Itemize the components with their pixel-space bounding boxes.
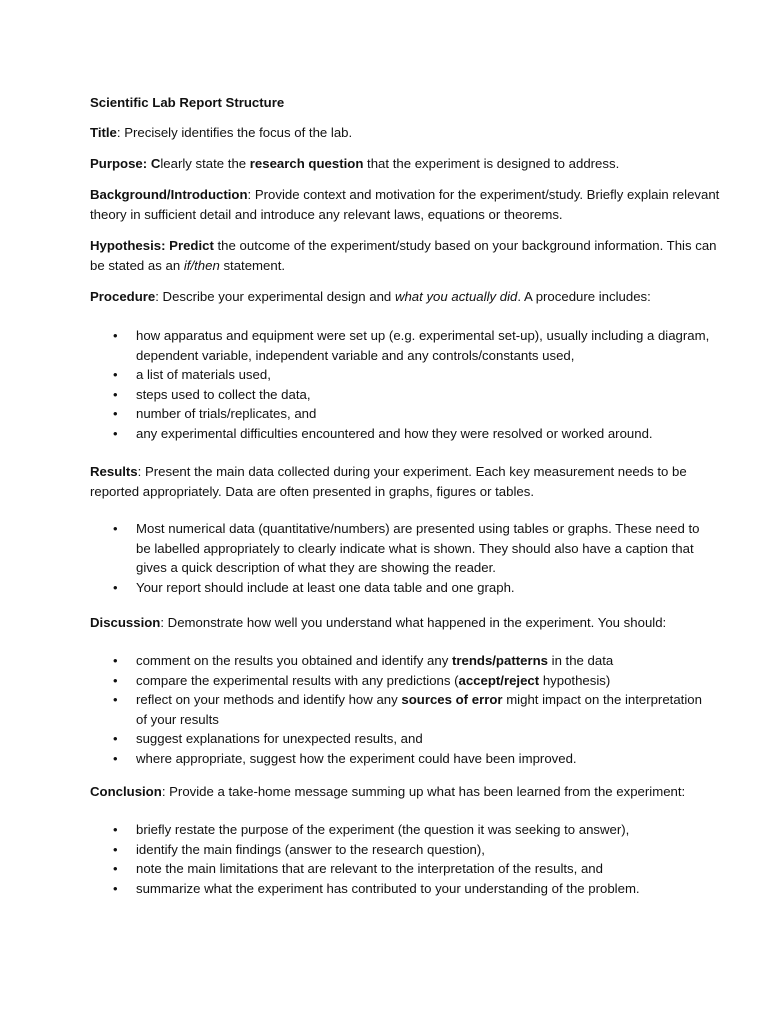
procedure-label: Procedure xyxy=(90,289,156,304)
hypothesis-text-b: statement. xyxy=(219,257,286,273)
procedure-text-b: . A procedure includes: xyxy=(517,289,651,304)
document-title xyxy=(90,93,730,113)
background-section xyxy=(90,185,730,224)
list-item: • steps used to collect the data, xyxy=(90,385,710,405)
list-item: • Most numerical data (quantitative/numbers) are presented using tables or graphs. These need to be labelled appropriately to clearly indicate what is shown. They should also have a caption that gives a quick description of what they are showing the reader. xyxy=(90,519,710,578)
list-item: • Your report should include at least one data table and one graph. xyxy=(90,578,710,598)
procedure-section xyxy=(90,287,730,307)
list-item: • briefly restate the purpose of the experiment (the question it was seeking to answer), xyxy=(90,820,710,840)
purpose-initial: C xyxy=(147,156,161,171)
conclusion-list xyxy=(90,820,710,898)
list-item xyxy=(90,651,710,671)
list-item: • identify the main findings (answer to the research question), xyxy=(90,840,710,860)
conclusion-text: : Provide a take-home message summing up what has been learned from the experiment: xyxy=(161,784,686,799)
hypothesis-label: Hypothesis: xyxy=(90,238,166,253)
list-item: • suggest explanations for unexpected results, and xyxy=(90,729,710,749)
discussion-label: Discussion xyxy=(90,615,161,630)
background-label: Background/Introduction xyxy=(90,187,248,202)
hypothesis-section xyxy=(90,236,730,275)
purpose-text-a: learly state the xyxy=(160,156,250,171)
list-item: • summarize what the experiment has contributed to your understanding of the problem. xyxy=(90,879,710,899)
procedure-text-a: : Describe your experimental design and xyxy=(155,289,395,304)
title-text: : Precisely identifies the focus of the lab. xyxy=(116,125,353,140)
item-bold: sources of error xyxy=(401,692,503,707)
hypothesis-bold: Predict xyxy=(165,238,214,253)
purpose-bold: research question xyxy=(249,156,364,171)
purpose-section xyxy=(90,154,730,174)
item-bold: trends/patterns xyxy=(451,653,548,668)
item-text: reflect on your methods and identify how any xyxy=(136,692,402,707)
hypothesis-text-a: the outcome of the experiment/study based on your background information. This can be stated as an xyxy=(90,238,717,273)
item-text: comment on the results you obtained and identify any xyxy=(136,653,452,668)
procedure-list xyxy=(90,326,710,443)
conclusion-section xyxy=(90,782,730,802)
hypothesis-italic: if/then xyxy=(183,257,220,273)
results-section xyxy=(90,462,730,501)
discussion-section xyxy=(90,613,730,633)
list-item xyxy=(90,690,710,729)
item-text: in the data xyxy=(547,653,614,668)
document-title-text: Scientific Lab Report Structure xyxy=(90,95,285,110)
list-item: • any experimental difficulties encountered and how they were resolved or worked around. xyxy=(90,424,710,444)
results-label: Results xyxy=(90,464,138,479)
list-item xyxy=(90,671,710,691)
list-item: • number of trials/replicates, and xyxy=(90,404,710,424)
results-text: : Present the main data collected during your experiment. Each key measurement needs to be reported appropriately. Data are often presented in graphs, figures or tables. xyxy=(90,464,687,499)
item-text: hypothesis) xyxy=(539,672,611,688)
list-item: • a list of materials used, xyxy=(90,365,710,385)
discussion-list xyxy=(90,651,710,768)
title-label: Title xyxy=(90,125,117,140)
procedure-italic: what you actually did xyxy=(394,289,518,304)
item-text: compare the experimental results with any predictions ( xyxy=(136,672,459,688)
purpose-text-b: that the experiment is designed to address. xyxy=(363,156,620,171)
conclusion-label: Conclusion xyxy=(90,784,162,799)
discussion-text: : Demonstrate how well you understand what happened in the experiment. You should: xyxy=(160,615,667,630)
item-text: might impact on the interpretation of your results xyxy=(136,692,702,727)
results-list xyxy=(90,519,710,597)
list-item: • note the main limitations that are relevant to the interpretation of the results, and xyxy=(90,859,710,879)
item-bold: accept/reject xyxy=(458,672,540,688)
list-item: • where appropriate, suggest how the experiment could have been improved. xyxy=(90,749,710,769)
title-section xyxy=(90,123,730,143)
background-text: : Provide context and motivation for the experiment/study. Briefly explain relevant theory in sufficient detail and introduce any relevant laws, equations or theorems. xyxy=(90,187,720,222)
purpose-label: Purpose: xyxy=(90,156,148,171)
list-item: • how apparatus and equipment were set up (e.g. experimental set-up), usually including a diagram, dependent variable, independent variable and any controls/constants used, xyxy=(90,326,710,365)
